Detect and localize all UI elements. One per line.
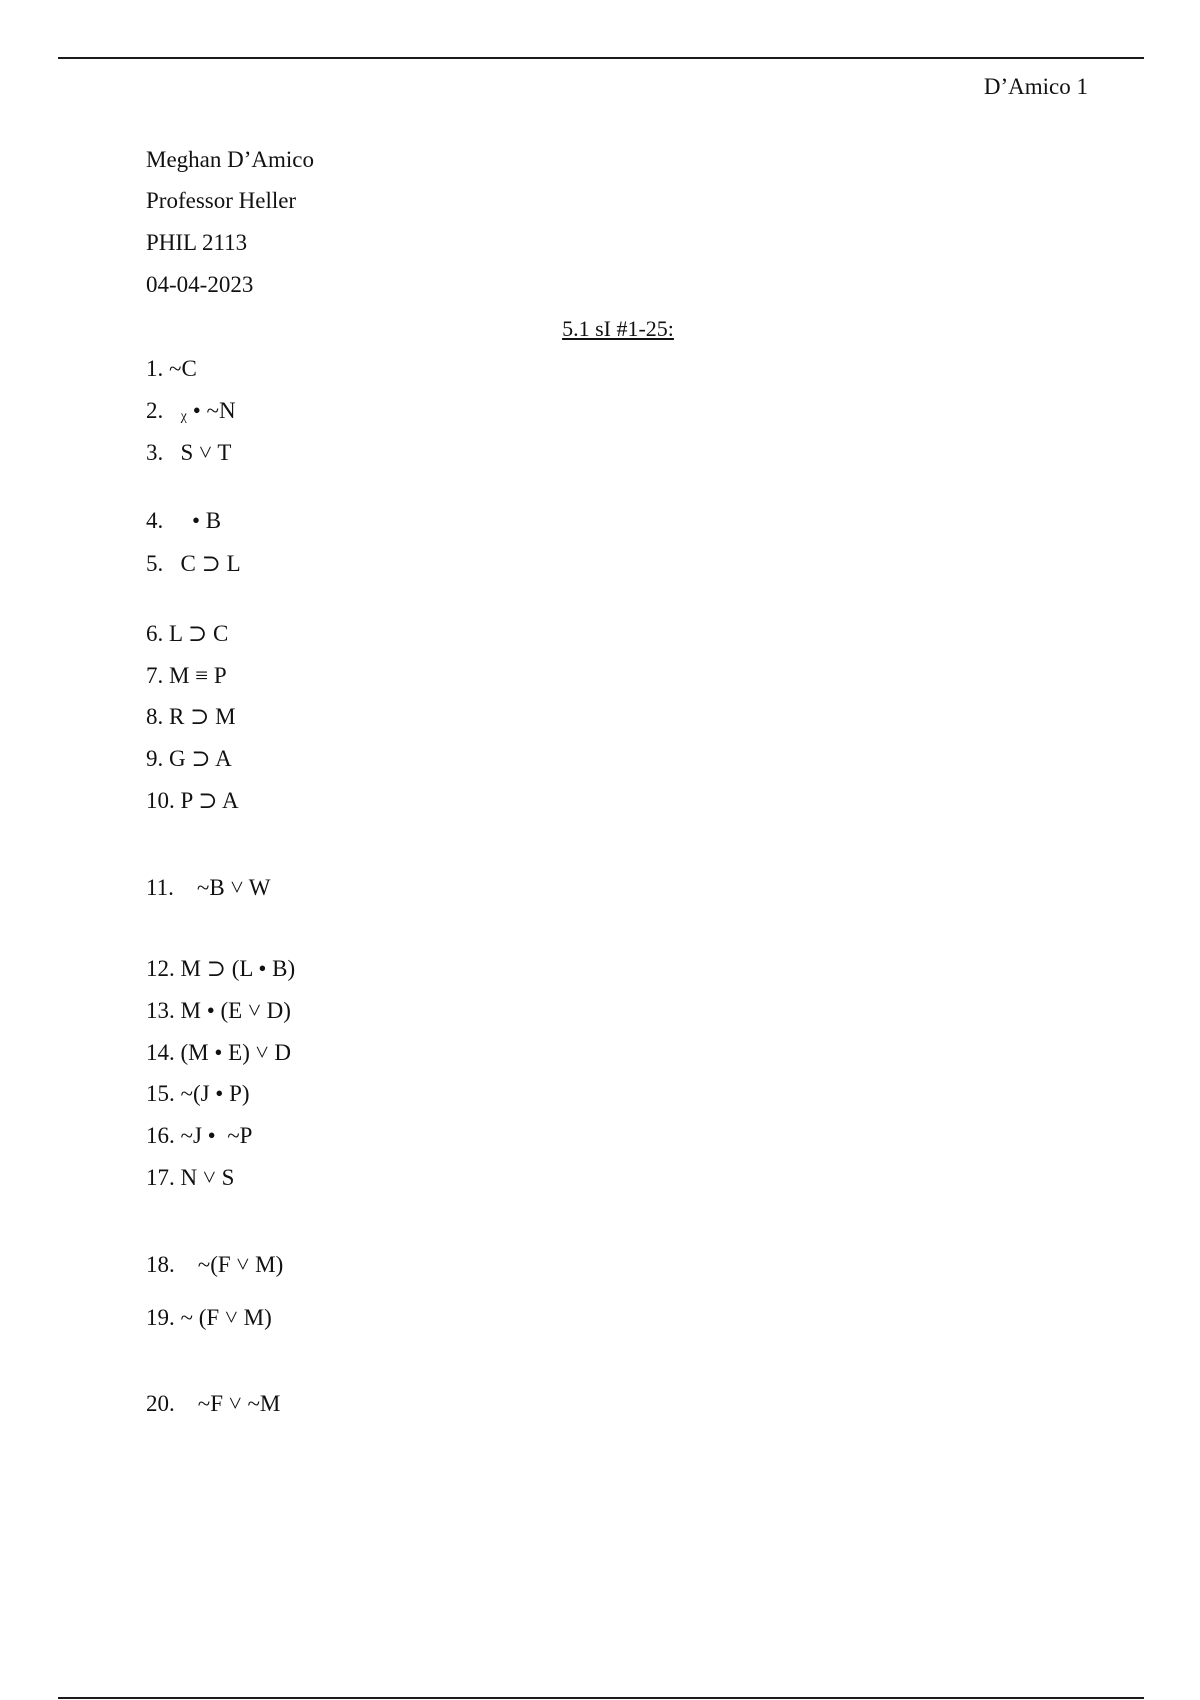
list-item [146,1081,250,1107]
item-number: 6. [146,621,164,646]
item-expression: ~ (F ˅ M) [180,1305,272,1330]
item-expression: ~(J • P) [180,1081,250,1106]
item-expression: (M • E) ˅ D [180,1040,291,1065]
item-expression: M ≡ P [169,663,227,688]
list-item [146,398,236,424]
item-expression: P ⊃ A [180,788,239,813]
list-item [146,704,236,730]
item-expression: S ˅ T [180,440,232,465]
list-item [146,663,227,689]
item-expression: ~C [169,356,197,381]
item-expression: C ⊃ L [180,551,241,576]
list-item [146,1305,272,1331]
item-number: 15. [146,1081,175,1106]
item-expression: ᵪ • ~N [180,398,236,423]
item-expression: ~F ˅ ~M [197,1391,281,1416]
page-number: D’Amico 1 [983,74,1088,99]
list-item [146,356,197,382]
bottom-rule [58,1697,1144,1699]
item-number: 13. [146,998,175,1023]
item-expression: L ⊃ C [169,621,229,646]
list-item [146,956,295,982]
list-item [146,440,231,466]
item-number: 18. [146,1252,175,1277]
item-expression: • B [192,508,222,533]
item-expression: ~J • ~P [180,1123,253,1148]
list-item [146,1252,283,1278]
item-number: 14. [146,1040,175,1065]
list-item [146,621,228,647]
item-number: 12. [146,956,175,981]
list-item [146,998,291,1024]
item-expression: ~(F ˅ M) [197,1252,284,1277]
item-number: 20. [146,1391,175,1416]
item-number: 5. [146,551,164,576]
item-expression: M ⊃ (L • B) [180,956,296,981]
item-number: 2. [146,398,164,423]
list-item [146,1165,234,1191]
list-item [146,1040,291,1066]
list-item [146,551,241,577]
course-code: PHIL 2113 [146,230,248,255]
item-expression: ~B ˅ W [196,875,271,900]
list-item [146,788,239,814]
assignment-title: 5.1 sI #1-25: [562,316,674,341]
item-number: 11. [146,875,174,900]
list-item [146,746,232,772]
item-expression: G ⊃ A [169,746,232,771]
item-number: 3. [146,440,164,465]
professor-name: Professor Heller [146,188,297,213]
item-expression: M • (E ˅ D) [180,998,291,1023]
item-number: 1. [146,356,164,381]
item-expression: N ˅ S [180,1165,235,1190]
top-rule [58,57,1144,59]
item-number: 19. [146,1305,175,1330]
item-number: 17. [146,1165,175,1190]
list-item [146,1391,280,1417]
student-name: Meghan D’Amico [146,147,314,172]
item-number: 16. [146,1123,175,1148]
list-item [146,1123,252,1149]
item-number: 9. [146,746,164,771]
item-number: 10. [146,788,175,813]
list-item [146,875,270,901]
item-expression: R ⊃ M [169,704,236,729]
list-item [146,508,221,534]
item-number: 4. [146,508,164,533]
assignment-date: 04-04-2023 [146,272,254,297]
item-number: 8. [146,704,164,729]
item-number: 7. [146,663,164,688]
